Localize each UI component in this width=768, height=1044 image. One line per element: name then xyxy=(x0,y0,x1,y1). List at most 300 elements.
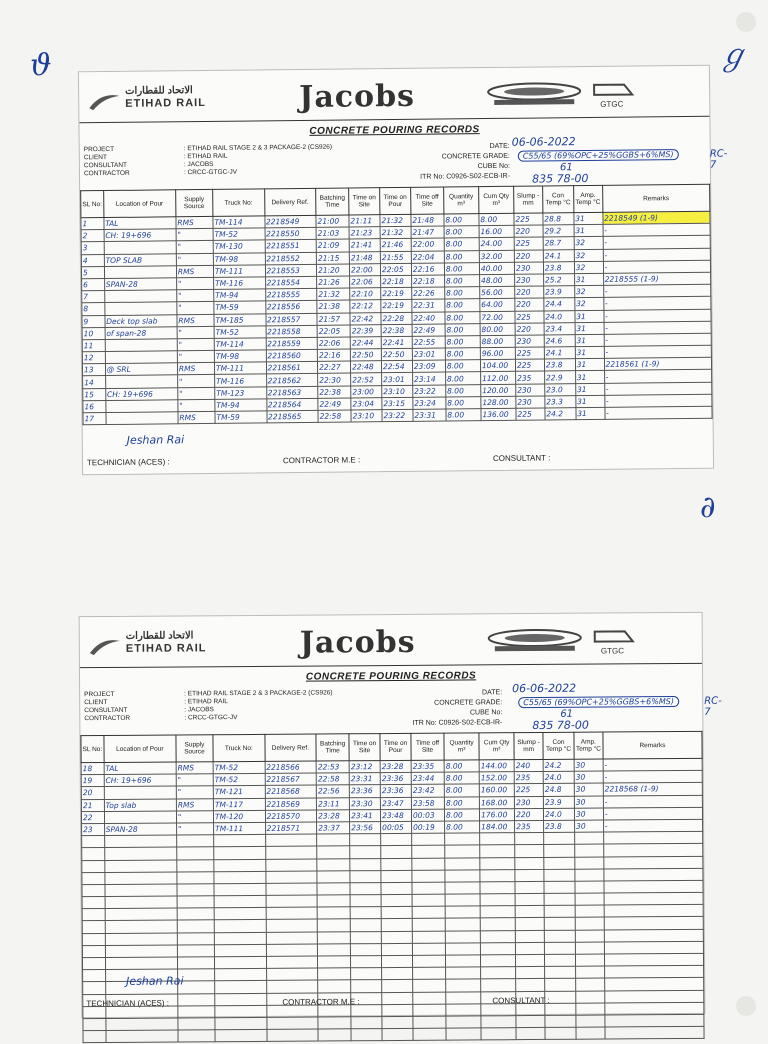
table-cell: 00:19 xyxy=(412,821,445,833)
table-cell: 2218567 xyxy=(265,773,317,786)
table-cell xyxy=(104,835,176,848)
table-cell: 2218560 xyxy=(266,349,318,362)
table-cell: 31 xyxy=(575,322,604,334)
table-cell: 88.00 xyxy=(480,335,515,348)
table-cell xyxy=(214,847,266,860)
table-cell: TM-114 xyxy=(213,216,265,229)
table-cell xyxy=(214,871,266,884)
record-meta-labels: DATE: CONCRETE GRADE: CUBE No: ITR No: C0926-S02-ECB-IR- xyxy=(420,142,511,181)
table-cell: TM-114 xyxy=(214,338,266,351)
table-cell: 31 xyxy=(574,273,603,285)
table-cell xyxy=(544,893,575,905)
sheet-header xyxy=(80,613,702,668)
table-cell: 21:15 xyxy=(316,252,349,265)
table-cell xyxy=(266,932,318,945)
table-cell: 22:10 xyxy=(350,288,381,301)
contractor-label: CONTRACTOR M.E : xyxy=(282,997,360,1007)
table-cell: TOP SLAB xyxy=(104,253,176,266)
table-cell xyxy=(412,833,445,845)
table-cell: 8.00 xyxy=(444,238,479,251)
table-cell: 64.00 xyxy=(480,299,515,312)
table-cell: 24.8 xyxy=(543,784,574,796)
table-cell: 22:38 xyxy=(318,386,351,399)
table-cell xyxy=(318,968,351,980)
table-cell xyxy=(214,859,266,872)
table-cell xyxy=(516,1028,545,1040)
table-cell xyxy=(105,896,177,909)
table-cell: 22:16 xyxy=(317,349,350,362)
table-cell: 8.00 xyxy=(444,214,479,227)
table-cell: CH: 19+696 xyxy=(104,229,176,242)
table-cell xyxy=(604,880,703,893)
table-cell: " xyxy=(176,229,213,242)
table-cell xyxy=(214,908,266,921)
sheet-header xyxy=(79,66,709,124)
table-cell: " xyxy=(176,774,213,786)
pen-mark-top-right: ℊ xyxy=(718,38,748,73)
table-cell: 22 xyxy=(81,811,104,823)
table-cell xyxy=(350,858,381,870)
table-cell: 32 xyxy=(575,298,604,310)
table-cell xyxy=(177,896,214,908)
table-cell: 225 xyxy=(514,213,543,225)
table-cell: 2218569 xyxy=(265,798,317,811)
table-cell: 11 xyxy=(82,339,105,351)
table-cell: 22:50 xyxy=(381,348,412,361)
table-cell xyxy=(412,882,445,894)
table-cell: 30 xyxy=(574,771,603,783)
table-cell xyxy=(104,847,176,860)
table-cell xyxy=(412,955,445,967)
table-cell xyxy=(105,302,177,315)
table-cell: 2218549 (1-9) xyxy=(603,211,711,224)
table-cell xyxy=(177,920,214,932)
column-header: Time off Site xyxy=(411,187,444,214)
column-header: Quantity m³ xyxy=(443,187,478,214)
table-cell xyxy=(381,907,412,919)
column-header: Remarks xyxy=(603,731,702,759)
table-cell: 220 xyxy=(514,250,543,262)
table-cell: TM-121 xyxy=(213,786,265,799)
table-cell: 16.00 xyxy=(479,225,514,238)
table-cell xyxy=(445,870,480,882)
table-cell xyxy=(83,1018,106,1030)
pen-mark-mid-right: ∂ xyxy=(700,490,716,525)
table-cell xyxy=(318,1017,351,1029)
table-cell xyxy=(480,894,515,906)
table-cell: 19 xyxy=(81,775,104,787)
table-cell: 23:10 xyxy=(382,385,413,398)
table-cell: 31 xyxy=(574,212,603,224)
column-header: Delivery Ref. xyxy=(264,188,316,216)
table-cell: SPAN-28 xyxy=(104,823,176,836)
table-cell xyxy=(446,1004,481,1016)
table-cell: - xyxy=(604,394,712,407)
table-cell xyxy=(82,909,105,921)
table-cell xyxy=(317,931,350,943)
table-cell xyxy=(266,980,318,993)
table-cell xyxy=(351,968,382,980)
table-cell xyxy=(480,918,515,930)
table-cell: 22:39 xyxy=(350,324,381,337)
table-cell xyxy=(104,241,176,254)
table-cell: 160.00 xyxy=(479,784,514,796)
table-cell xyxy=(214,835,266,848)
table-cell xyxy=(214,932,266,945)
table-cell xyxy=(382,955,413,967)
table-cell: 225 xyxy=(514,237,543,249)
table-cell: 8.00 xyxy=(445,287,480,300)
table-cell xyxy=(351,1017,382,1029)
table-cell xyxy=(575,881,604,893)
table-cell xyxy=(350,895,381,907)
table-cell: 235 xyxy=(516,371,545,383)
table-cell: 225 xyxy=(515,347,544,359)
column-header: Supply Source xyxy=(175,189,212,216)
table-cell xyxy=(106,400,178,413)
table-cell xyxy=(104,811,176,824)
table-cell: 8.00 xyxy=(446,396,481,409)
table-cell: 235 xyxy=(515,820,544,832)
etihad-rail-logo: الاتحاد للقطارات ETIHAD RAIL xyxy=(87,85,207,116)
column-header: Remarks xyxy=(602,184,710,212)
table-cell xyxy=(351,980,382,992)
table-cell xyxy=(413,1004,446,1016)
table-cell xyxy=(445,857,480,869)
table-cell xyxy=(446,979,481,991)
table-cell xyxy=(106,1030,178,1043)
table-cell xyxy=(382,1028,413,1040)
table-cell: 136.00 xyxy=(481,408,516,421)
table-cell: " xyxy=(178,387,215,400)
table-cell xyxy=(575,905,604,917)
table-cell: 24.00 xyxy=(479,238,514,251)
table-cell xyxy=(515,857,544,869)
table-cell: - xyxy=(603,819,702,832)
table-cell: 22:05 xyxy=(380,263,411,276)
table-cell: " xyxy=(177,375,214,388)
table-cell: 22:58 xyxy=(318,410,351,423)
table-cell: 31 xyxy=(575,334,604,346)
table-cell: " xyxy=(176,241,213,254)
table-cell: 220 xyxy=(515,323,544,335)
table-cell: 230 xyxy=(514,262,543,274)
table-cell xyxy=(350,882,381,894)
table-cell: 22:40 xyxy=(412,311,445,324)
table-cell: 20 xyxy=(81,787,104,799)
table-cell xyxy=(318,1029,351,1041)
table-cell xyxy=(317,858,350,870)
table-cell: 22:00 xyxy=(349,263,380,276)
table-cell xyxy=(381,919,412,931)
table-cell: 22:52 xyxy=(351,373,382,386)
table-cell: 184.00 xyxy=(480,821,515,833)
table-cell xyxy=(445,833,480,845)
table-cell xyxy=(604,856,703,869)
table-cell: - xyxy=(603,771,702,784)
table-cell: 2218550 xyxy=(265,228,317,241)
table-cell: 23:01 xyxy=(412,348,445,361)
table-cell xyxy=(105,351,177,364)
table-cell xyxy=(544,954,575,966)
table-cell: - xyxy=(603,807,702,820)
table-cell xyxy=(544,930,575,942)
table-cell xyxy=(480,869,515,881)
table-cell xyxy=(317,907,350,919)
table-cell xyxy=(382,1016,413,1028)
table-cell xyxy=(177,871,214,883)
table-cell: TM-94 xyxy=(215,399,267,412)
table-cell: 22:18 xyxy=(381,275,412,288)
table-cell: 8.00 xyxy=(445,360,480,373)
table-cell: 22:50 xyxy=(350,349,381,362)
table-cell: 21:32 xyxy=(380,227,411,240)
table-cell xyxy=(317,846,350,858)
table-cell: 23:30 xyxy=(350,797,381,809)
table-cell: RMS xyxy=(176,762,213,774)
table-cell: 18 xyxy=(81,763,104,775)
column-header: SL No: xyxy=(81,191,104,218)
table-cell: TM-52 xyxy=(213,228,265,241)
table-cell: - xyxy=(605,406,713,419)
table-cell: - xyxy=(604,345,712,358)
table-cell xyxy=(318,956,351,968)
table-cell xyxy=(214,944,266,957)
table-cell xyxy=(177,847,214,859)
table-cell xyxy=(544,869,575,881)
table-cell xyxy=(215,1005,267,1018)
signature-block xyxy=(83,430,713,468)
table-cell xyxy=(445,943,480,955)
table-cell xyxy=(215,993,267,1006)
table-cell: 31 xyxy=(575,310,604,322)
table-cell: 24.0 xyxy=(543,771,574,783)
table-cell: CH: 19+696 xyxy=(105,387,177,400)
table-cell: " xyxy=(177,302,214,315)
table-cell xyxy=(576,966,605,978)
table-cell xyxy=(82,945,105,957)
table-cell: 8.00 xyxy=(444,796,479,808)
table-cell xyxy=(605,1014,704,1027)
table-cell: 2218549 xyxy=(264,215,316,228)
table-cell xyxy=(350,931,381,943)
sheet-title: CONCRETE POURING RECORDS xyxy=(309,124,480,137)
table-cell xyxy=(445,931,480,943)
table-cell xyxy=(266,907,318,920)
date-value: 06-06-2022 xyxy=(511,135,576,149)
column-header: Quantity m³ xyxy=(444,733,479,760)
table-cell: 2218556 xyxy=(265,301,317,314)
table-cell: 8 xyxy=(82,303,105,315)
table-cell xyxy=(480,906,515,918)
table-cell: 15 xyxy=(83,388,106,400)
table-cell: 22:12 xyxy=(350,300,381,313)
table-cell: 23 xyxy=(82,823,105,835)
table-cell xyxy=(266,968,318,981)
table-cell xyxy=(82,933,105,945)
table-cell: 28.8 xyxy=(543,213,574,226)
table-cell: 23:42 xyxy=(411,785,444,797)
table-cell: 23:58 xyxy=(411,797,444,809)
table-cell: 8.00 xyxy=(446,409,481,422)
table-cell: 23:10 xyxy=(351,410,382,423)
table-cell: 28.7 xyxy=(543,237,574,250)
table-cell: 31 xyxy=(575,359,604,371)
table-cell xyxy=(317,870,350,882)
table-cell: 8.00 xyxy=(479,213,514,226)
column-header: Time on Pour xyxy=(380,187,411,214)
table-cell xyxy=(545,966,576,978)
table-cell xyxy=(178,1030,215,1042)
table-cell: 2218554 xyxy=(265,276,317,289)
table-cell: 24.4 xyxy=(544,298,575,311)
table-cell xyxy=(544,918,575,930)
table-cell xyxy=(106,1018,178,1031)
table-cell: 23:36 xyxy=(349,785,380,797)
table-cell: 00:03 xyxy=(411,809,444,821)
table-cell xyxy=(350,846,381,858)
table-cell xyxy=(480,930,515,942)
table-cell: 24.0 xyxy=(544,310,575,323)
table-cell xyxy=(516,979,545,991)
table-cell xyxy=(481,979,516,991)
table-cell xyxy=(575,893,604,905)
column-header: Con Temp °C xyxy=(542,186,573,213)
table-cell xyxy=(82,921,105,933)
table-cell: 23:01 xyxy=(382,373,413,386)
table-cell: - xyxy=(604,333,712,346)
column-header: Time on Site xyxy=(349,734,380,761)
table-cell: 22:05 xyxy=(317,325,350,338)
table-cell: 2218571 xyxy=(265,822,317,835)
table-cell: 23:56 xyxy=(350,822,381,834)
table-cell xyxy=(515,918,544,930)
table-cell: 2218568 xyxy=(265,785,317,798)
table-cell xyxy=(381,894,412,906)
table-cell: 21:26 xyxy=(317,276,350,289)
table-cell xyxy=(412,858,445,870)
table-cell xyxy=(82,860,105,872)
table-cell xyxy=(481,967,516,979)
table-cell: 72.00 xyxy=(480,311,515,324)
table-cell xyxy=(350,907,381,919)
table-cell xyxy=(412,894,445,906)
table-cell: of span-28 xyxy=(105,326,177,339)
column-header: Supply Source xyxy=(176,735,213,762)
table-cell xyxy=(350,870,381,882)
table-cell xyxy=(445,918,480,930)
table-cell: 235 xyxy=(514,772,543,784)
table-cell: 00:05 xyxy=(381,821,412,833)
cube-no-value: 61 xyxy=(560,708,574,720)
gtgc-logo xyxy=(485,625,645,661)
table-cell xyxy=(575,942,604,954)
table-cell: 21:00 xyxy=(316,215,349,228)
table-cell: 21:23 xyxy=(349,227,380,240)
table-cell: 21:32 xyxy=(380,214,411,227)
table-cell xyxy=(381,943,412,955)
table-cell: 5 xyxy=(81,266,104,278)
table-cell xyxy=(381,882,412,894)
table-cell: 2218566 xyxy=(265,761,317,774)
table-cell: 22:41 xyxy=(381,336,412,349)
pour-table xyxy=(80,184,712,426)
column-header: Batching Time xyxy=(316,734,349,761)
column-header: Amp. Temp °C xyxy=(574,732,603,759)
table-cell: 30 xyxy=(574,820,603,832)
table-cell xyxy=(104,266,176,279)
table-cell: TM-130 xyxy=(213,240,265,253)
table-cell: 230 xyxy=(515,796,544,808)
table-cell: 8.00 xyxy=(445,372,480,385)
table-cell xyxy=(104,860,176,873)
table-cell xyxy=(446,967,481,979)
table-cell: 2218570 xyxy=(265,810,317,823)
table-cell: TM-116 xyxy=(214,277,266,290)
table-cell: 23:28 xyxy=(380,760,411,772)
table-cell xyxy=(177,859,214,871)
table-cell: " xyxy=(178,399,215,412)
table-cell xyxy=(104,290,176,303)
table-cell xyxy=(265,834,317,847)
column-header: Truck No: xyxy=(213,189,265,217)
table-cell xyxy=(412,919,445,931)
table-cell xyxy=(350,919,381,931)
table-cell: 2218564 xyxy=(266,398,318,411)
table-cell xyxy=(82,897,105,909)
itr-no-value: 835 78-00 xyxy=(531,171,589,186)
column-header: Slump -mm xyxy=(514,732,543,759)
pour-table xyxy=(80,731,704,1044)
column-header: Location of Pour xyxy=(104,735,176,763)
table-cell: 8.00 xyxy=(444,760,479,772)
column-header: Truck No: xyxy=(213,734,265,761)
table-cell: " xyxy=(176,823,213,835)
table-cell: 2218561 (1-9) xyxy=(604,357,712,370)
table-cell xyxy=(214,895,266,908)
column-header: Amp. Temp °C xyxy=(573,185,602,212)
table-cell xyxy=(215,956,267,969)
table-cell: 23:15 xyxy=(382,397,413,410)
table-cell xyxy=(544,832,575,844)
table-cell xyxy=(82,884,105,896)
table-cell: " xyxy=(176,253,213,266)
table-cell: 17 xyxy=(83,413,106,425)
table-cell: 23:36 xyxy=(380,773,411,785)
table-cell xyxy=(481,955,516,967)
table-cell: TM-98 xyxy=(213,252,265,265)
table-cell: Deck top slab xyxy=(105,314,177,327)
svg-text:GTGC: GTGC xyxy=(600,646,625,656)
table-cell: 21:57 xyxy=(317,312,350,325)
table-cell: 230 xyxy=(516,396,545,408)
technician-label: TECHNICIAN (ACES) : xyxy=(86,998,170,1009)
table-cell: 24.6 xyxy=(544,335,575,348)
table-cell: TM-59 xyxy=(214,301,266,314)
table-cell xyxy=(266,956,318,969)
table-cell xyxy=(351,956,382,968)
gtgc-logo xyxy=(484,78,644,115)
table-cell: 12 xyxy=(82,352,105,364)
table-cell xyxy=(105,945,177,958)
table-cell: 2218557 xyxy=(265,313,317,326)
table-cell xyxy=(105,957,177,970)
table-cell: CH: 19+696 xyxy=(104,774,176,787)
table-cell: 40.00 xyxy=(479,262,514,275)
table-cell: 225 xyxy=(515,359,544,371)
table-cell xyxy=(265,846,317,859)
table-cell: 120.00 xyxy=(481,384,516,397)
